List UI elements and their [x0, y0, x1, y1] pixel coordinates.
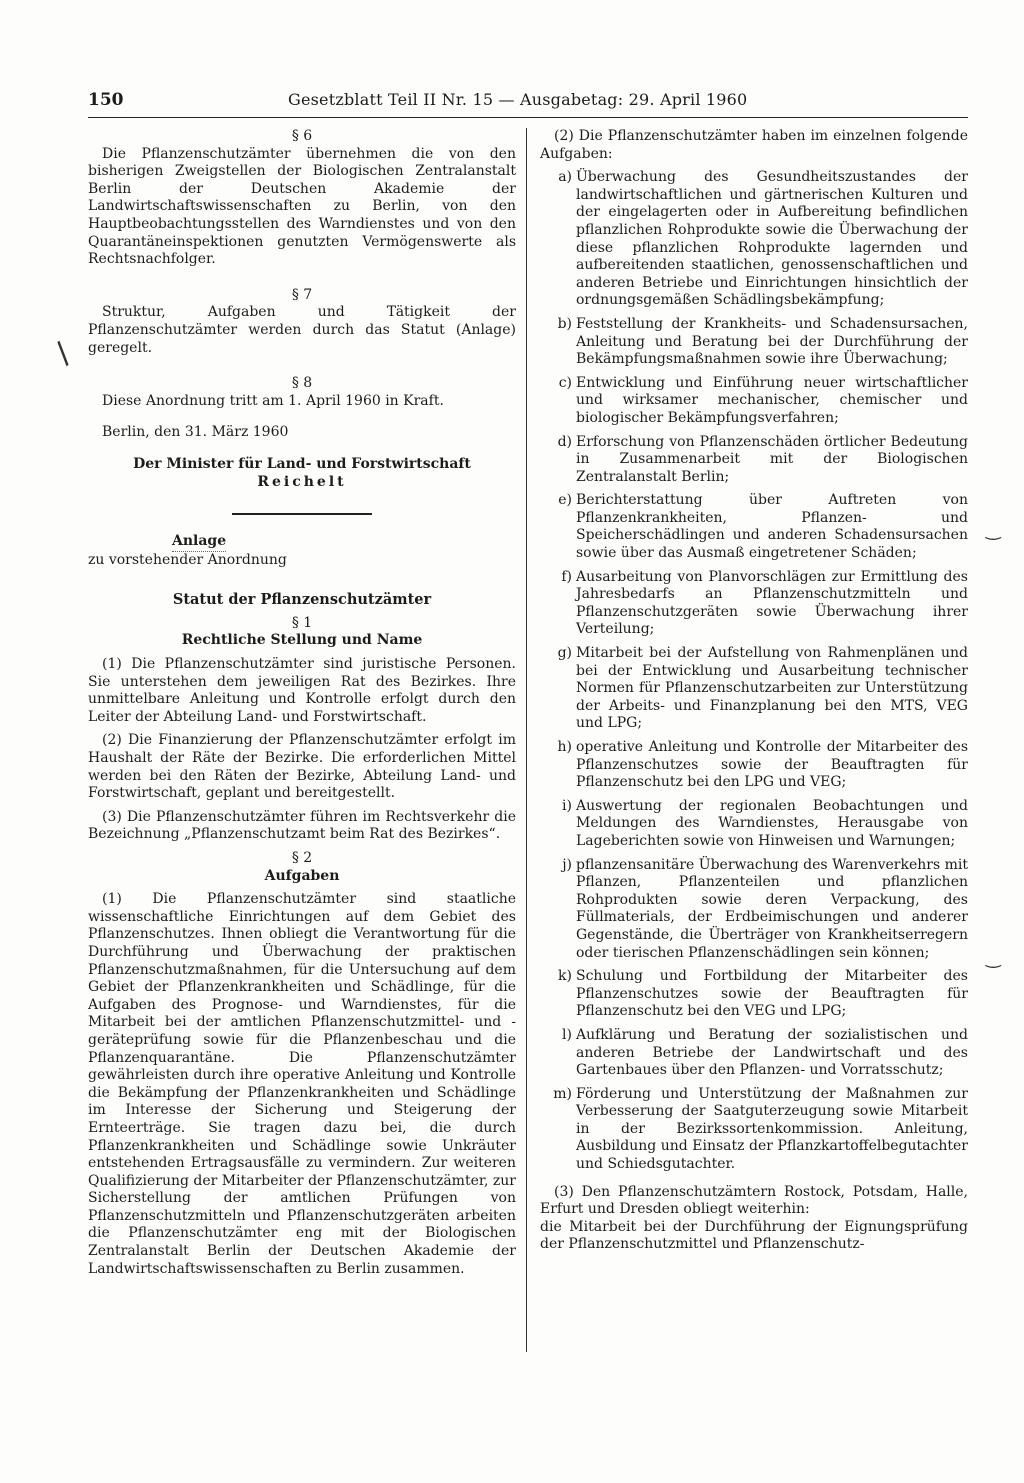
list-item — [540, 857, 968, 963]
paragraph: (2) Die Pflanzenschutzämter haben im einzelnen folgende Aufgaben: — [540, 128, 968, 162]
section-heading: § 6 — [291, 128, 313, 144]
statute-title: Statut der Pflanzenschutzämter — [172, 591, 432, 609]
item-text: Berichterstattung über Auftreten von Pflanzenkrankheiten, Pflanzen- und Speicherschädlingen und anderen Schadensursachen sowie über das Ausmaß eingetretener Schäden; — [576, 492, 968, 562]
page-number: 150 — [88, 90, 124, 110]
section-title: Rechtliche Stellung und Name — [181, 632, 423, 649]
list-item — [540, 316, 968, 369]
margin-mark: ‿ — [986, 948, 1001, 969]
list-item — [540, 434, 968, 487]
task-list — [540, 169, 968, 1173]
item-text: Erforschung von Pflanzenschäden örtlicher Bedeutung in Zusammenarbeit mit der Biologischen Zentralanstalt Berlin; — [576, 433, 968, 485]
paragraph: (1) Die Pflanzenschutzämter sind juristische Personen. Sie unterstehen dem jeweiligen Rat des Bezirkes. Ihre unmittelbare Anleitung und Kontrolle erfolgt durch den Leiter der Abteilung Land- und Forstwirtschaft. — [88, 656, 516, 725]
item-label: k) — [558, 968, 572, 985]
paragraph-continued: die Mitarbeit bei der Durchführung der Eignungsprüfung der Pflanzenschutzmittel und Pflanzenschutz- — [540, 1218, 968, 1253]
item-label: j) — [562, 856, 572, 873]
item-text: Förderung und Unterstützung der Maßnahmen zur Verbesserung der Saatguterzeugung sowie Mitarbeit in der Bezirkssortenkommission. Anleitung, Ausbildung und Einsatz der Pflanzkartoffelbegutachter und Schiedsgutachter. — [576, 1085, 968, 1173]
item-label: f) — [561, 568, 572, 585]
item-label: e) — [558, 492, 572, 509]
item-text: operative Anleitung und Kontrolle der Mitarbeiter des Pflanzenschutzes sowie der Beauftragten für Pflanzenschutz bei den LPG und VEG; — [576, 739, 968, 791]
item-label: c) — [558, 374, 572, 391]
list-item — [540, 739, 968, 792]
list-item — [540, 169, 968, 310]
pen-stroke-mark: / — [48, 336, 78, 371]
item-label: l) — [562, 1026, 572, 1043]
item-text: Überwachung des Gesundheitszustandes der landwirtschaftlichen und gärtnerischen Kulturen und der eingelagerten oder in Aufbereitung befindlichen pflanzlichen Rohprodukte sowie die Überwachung der diese pflanzlichen Rohprodukte lagernden und aufbereitenden staatlichen, genossenschaftlichen und anderen Betriebe und Einrichtungen hinsichtlich der ordnungsgemäßen Schädlingsbekämpfung; — [576, 169, 968, 309]
annex-label: Anlage — [172, 533, 226, 552]
section-heading: § 7 — [291, 286, 313, 303]
item-text: Mitarbeit bei der Aufstellung von Rahmenplänen und bei der Entwicklung und Ausarbeitung technischer Normen für Pflanzenschutzarbeiten zur Unterstützung der Arbeits- und Finanzplanung bei den MTS, VEG und LPG; — [576, 645, 968, 732]
right-column — [540, 128, 968, 1254]
list-item — [540, 375, 968, 428]
item-label: h) — [557, 739, 572, 755]
list-item — [540, 492, 968, 562]
list-item — [540, 1086, 968, 1174]
list-item — [540, 569, 968, 639]
place-date: Berlin, den 31. März 1960 — [102, 424, 289, 441]
left-column — [88, 128, 516, 1278]
item-text: Ausarbeitung von Planvorschlägen zur Ermittlung des Jahresbedarfs an Pflanzenschutzmitteln und Pflanzenschutzgeräten sowie Überwachung ihrer Verteilung; — [576, 568, 968, 638]
margin-mark: ‿ — [986, 520, 1001, 541]
item-text: Aufklärung und Beratung der sozialistischen und anderen Betriebe der Landwirtschaft und des Gartenbaues über den Pflanzen- und Vorratsschutz; — [576, 1026, 968, 1079]
item-label: m) — [553, 1085, 572, 1102]
paragraph: (2) Die Finanzierung der Pflanzenschutzämter erfolgt im Haushalt der Räte der Bezirke. Die erforderlichen Mittel werden bei den Räten der Bezirke, Abteilung Land- und Forstwirtschaft, geplant und bereitgestellt. — [88, 732, 516, 802]
item-label: d) — [557, 433, 572, 450]
item-text: pflanzensanitäre Überwachung des Warenverkehrs mit Pflanzen, Pflanzenteilen und pflanzlichen Rohprodukten sowie deren Verpackung, des Füllmaterials, der Erdbeimischungen und anderer Gegenstände, die Überträger von Krankheitserregern oder tierischen Pflanzenschädlingen sein können; — [576, 856, 968, 961]
list-item — [540, 645, 968, 733]
item-label: g) — [557, 645, 572, 662]
paragraph: (3) Den Pflanzenschutzämtern Rostock, Potsdam, Halle, Erfurt und Dresden obliegt weiterhin: — [540, 1183, 968, 1218]
list-item — [540, 968, 968, 1021]
item-text: Schulung und Fortbildung der Mitarbeiter des Pflanzenschutzes sowie der Beauftragten für Pflanzenschutz bei den VEG und LPG; — [576, 968, 968, 1020]
item-text: Feststellung der Krankheits- und Schadensursachen, Anleitung und Beratung bei der Durchführung der Bekämpfungsmaßnahmen sowie ihre Überwachung; — [576, 315, 968, 368]
section-heading: § 2 — [291, 850, 313, 866]
list-item — [540, 798, 968, 851]
list-item — [540, 1027, 968, 1080]
page-header — [88, 90, 968, 114]
paragraph: Struktur, Aufgaben und Tätigkeit der Pflanzenschutzämter werden durch das Statut (Anlage) geregelt. — [88, 304, 516, 356]
paragraph: (3) Die Pflanzenschutzämter führen im Rechtsverkehr die Bezeichnung „Pflanzenschutzamt beim Rat des Bezirkes“. — [88, 808, 516, 843]
item-label: a) — [558, 169, 572, 186]
item-text: Auswertung der regionalen Beobachtungen und Meldungen des Warndienstes, Herausgabe von Lageberichten sowie von Hinweisen und Warnungen; — [576, 797, 968, 849]
section-heading: § 8 — [291, 375, 313, 392]
running-title: Gesetzblatt Teil II Nr. 15 — Ausgabetag: 29. April 1960 — [288, 90, 748, 109]
paragraph: Die Pflanzenschutzämter übernehmen die von den bisherigen Zweigstellen der Biologischen Zentralanstalt Berlin der Deutschen Akademie der Landwirtschaftswissenschaften zu Berlin, von den Hauptbeobachtungsstellen des Warndienstes und von den Quarantäneinspektionen genutzten Vermögenswerte als Rechtsnachfolger. — [88, 145, 516, 268]
annex-subtitle: zu vorstehender Anordnung — [88, 551, 287, 568]
item-label: b) — [557, 315, 572, 332]
item-label: i) — [562, 797, 572, 814]
section-heading: § 1 — [291, 614, 313, 631]
column-divider — [526, 128, 527, 1352]
signatory-title: Der Minister für Land- und Forstwirtschaft — [133, 455, 471, 472]
header-rule — [88, 117, 968, 118]
item-text: Entwicklung und Einführung neuer wirtschaftlicher und wirksamer mechanischer, chemischer und biologischer Bekämpfungsverfahren; — [576, 374, 968, 426]
paragraph: (1) Die Pflanzenschutzämter sind staatliche wissenschaftliche Einrichtungen auf dem Gebiet des Pflanzenschutzes. Ihnen obliegt die Verantwortung für die Durchführung und Überwachung der praktischen Pflanzenschutzmaßnahmen, für die Untersuchung auf dem Gebiet der Pflanzenkrankheiten und Schädlinge, für die Aufgaben des Prognose- und Warndienstes, für die Mitarbeit bei der amtlichen Pflanzenschutzmittel- und -geräteprüfung sowie für die Pflanzenbeschau und die Pflanzenquarantäne. Die Pflanzenschutzämter gewährleisten durch ihre operative Anleitung und Kontrolle die Bekämpfung der Pflanzenkrankheiten und Schädlinge im Interesse der Sicherung und Steigerung der Ernteerträge. Sie tragen dazu bei, die durch Pflanzenkrankheiten und Schädlinge sowie Unkräuter entstehenden Ertragsausfälle zu vermindern. Zur weiteren Qualifizierung der Mitarbeiter der Pflanzenschutzämter, zur Sicherstellung der amtlichen Prüfungen von Pflanzenschutzmitteln und Pflanzenschutzgeräten arbeiten die Pflanzenschutzämter eng mit der Biologischen Zentralanstalt Berlin der Deutschen Akademie der Landwirtschaftswissenschaften zu Berlin zusammen. — [88, 891, 516, 1277]
section-title: Aufgaben — [264, 867, 340, 884]
paragraph: Diese Anordnung tritt am 1. April 1960 in Kraft. — [102, 392, 444, 409]
signatory-name: Reichelt — [257, 473, 347, 490]
